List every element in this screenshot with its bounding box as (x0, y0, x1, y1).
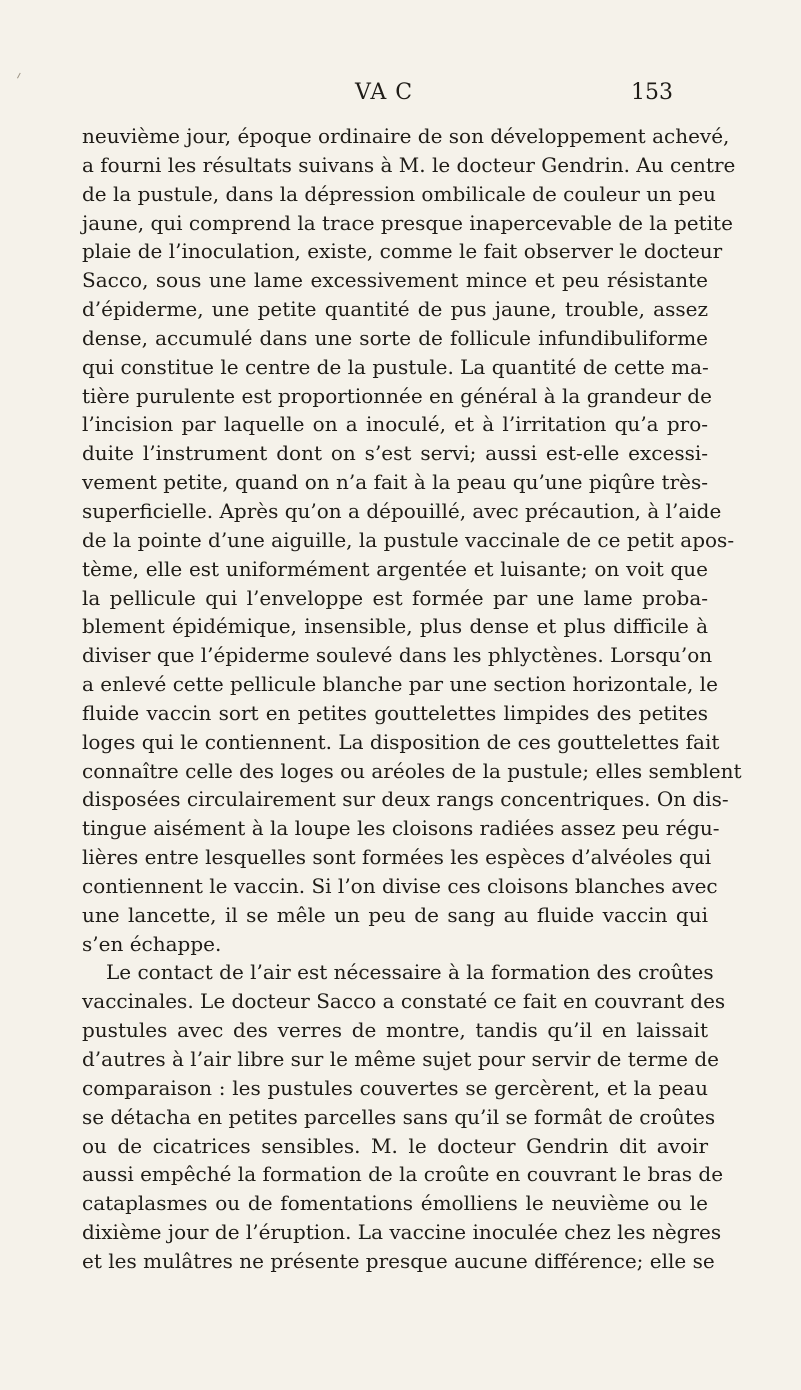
text-line: s’en échappe. (82, 931, 222, 956)
text-line: pustules avec des verres de montre, tandis qu’il en laissait (82, 1018, 708, 1043)
text-line: fluide vaccin sort en petites gouttelettes limpides des petites (82, 700, 708, 725)
text-line: a fourni les résultats suivans à M. le docteur Gendrin. Au centre (82, 152, 736, 177)
page-header (0, 80, 801, 114)
text-line: Sacco, sous une lame excessivement mince et peu résistante (82, 268, 708, 293)
text-line: aussi empêché la formation de la croûte en couvrant le bras de (82, 1162, 724, 1187)
text-line: lières entre lesquelles sont formées les espèces d’alvéoles qui (82, 845, 712, 870)
text-line: de la pointe d’une aiguille, la pustule vaccinale de ce petit apos- (82, 527, 735, 552)
text-line: jaune, qui comprend la trace presque inapercevable de la petite (82, 210, 733, 235)
text-line: la pellicule qui l’enveloppe est formée par une lame proba- (82, 585, 708, 610)
text-line: tingue aisément à la loupe les cloisons radiées assez peu régu- (82, 816, 720, 841)
text-line: dense, accumulé dans une sorte de follicule infundibuliforme (82, 325, 708, 350)
text-line: ou de cicatrices sensibles. M. le docteur Gendrin dit avoir (82, 1133, 708, 1158)
text-line: tière purulente est proportionnée en général à la grandeur de (82, 383, 712, 408)
text-line: duite l’instrument dont on s’est servi; aussi est-elle excessi- (82, 441, 708, 466)
text-line: diviser que l’épiderme soulevé dans les phlyctènes. Lorsqu’on (82, 643, 713, 668)
text-line: une lancette, il se mêle un peu de sang au fluide vaccin qui (82, 902, 708, 927)
text-line: et les mulâtres ne présente presque aucune différence; elle se (82, 1248, 715, 1273)
text-line: neuvième jour, époque ordinaire de son développement achevé, (82, 124, 730, 148)
text-line: d’autres à l’air libre sur le même sujet pour servir de terme de (82, 1047, 719, 1071)
page-number: 153 (631, 80, 673, 105)
text-line: Le contact de l’air est nécessaire à la formation des croûtes (106, 960, 714, 985)
text-line: tème, elle est uniformément argentée et luisante; on voit que (82, 556, 708, 581)
text-line: plaie de l’inoculation, existe, comme le fait observer le docteur (82, 239, 723, 264)
text-line: de la pustule, dans la dépression ombilicale de couleur un peu (82, 181, 716, 206)
text-line: vaccinales. Le docteur Sacco a constaté ce fait en couvrant des (82, 989, 726, 1014)
text-line: cataplasmes ou de fomentations émolliens le neuvième ou le (82, 1191, 708, 1216)
text-line: se détacha en petites parcelles sans qu’il se formât de croûtes (82, 1104, 716, 1129)
paragraph-vaccine-pustule-description (82, 122, 742, 958)
text-line: disposées circulairement sur deux rangs concentriques. On dis- (82, 787, 729, 812)
text-line: qui constitue le centre de la pustule. La quantité de cette ma- (82, 354, 709, 379)
text-line: d’épiderme, une petite quantité de pus jaune, trouble, assez (82, 297, 708, 322)
paragraph-air-contact-crusts (82, 958, 726, 1275)
text-line: vement petite, quand on n’a fait à la peau qu’une piqûre très- (82, 470, 708, 495)
text-line: superficielle. Après qu’on a dépouillé, avec précaution, à l’aide (82, 498, 722, 523)
text-line: blement épidémique, insensible, plus dense et plus difficile à (82, 614, 708, 639)
text-line: a enlevé cette pellicule blanche par une section horizontale, le (82, 672, 718, 697)
text-line: loges qui le contiennent. La disposition de ces gouttelettes fait (82, 729, 720, 754)
text-line: connaître celle des loges ou aréoles de la pustule; elles semblent (82, 758, 742, 783)
text-line: l’incision par laquelle on a inoculé, et à l’irritation qu’a pro- (82, 412, 708, 437)
body-text (82, 122, 742, 1276)
text-line: comparaison : les pustules couvertes se gercèrent, et la peau (82, 1075, 708, 1100)
text-line: contiennent le vaccin. Si l’on divise ces cloisons blanches avec (82, 873, 718, 898)
running-head: VA C (355, 80, 414, 105)
text-line: dixième jour de l’éruption. La vaccine inoculée chez les nègres (82, 1220, 722, 1245)
